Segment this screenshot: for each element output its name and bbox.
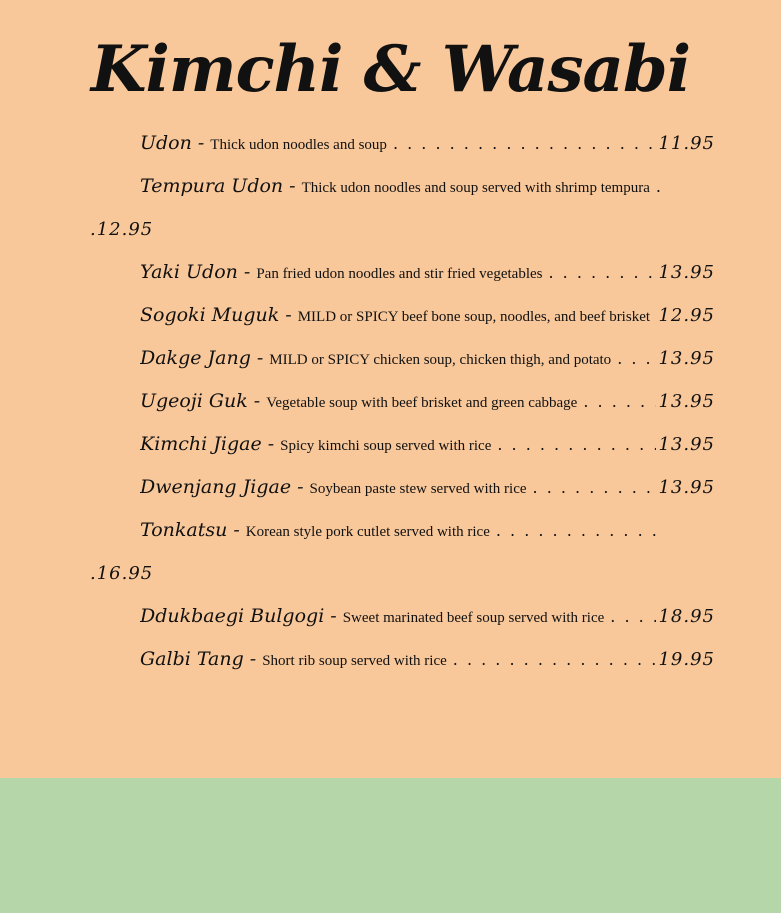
- menu-item-galbi-tang: [140, 648, 715, 670]
- item-separator: -: [289, 175, 296, 197]
- dot-leader: [497, 435, 656, 454]
- item-name: Ddukbaegi Bulgogi: [140, 605, 325, 627]
- item-description: Thick udon noodles and soup served with shrimp tempura: [301, 180, 650, 196]
- item-price: .12.95: [90, 219, 154, 240]
- item-name: Ugeoji Guk: [140, 390, 248, 412]
- item-name: Dwenjang Jigae: [140, 476, 292, 498]
- menu-item-yaki-udon: [140, 261, 715, 283]
- menu-item-dwenjang-jigae: [140, 476, 715, 498]
- item-description: Soybean paste stew served with rice: [309, 481, 527, 497]
- menu-item-tempura-udon: [140, 175, 660, 197]
- item-separator: -: [267, 433, 275, 455]
- menu-item-ddukbaegi-bulgogi: [140, 605, 715, 627]
- restaurant-title: Kimchi & Wasabi: [90, 32, 691, 107]
- menu-item-udon: [140, 132, 715, 154]
- item-price: 19.95: [658, 649, 715, 670]
- item-description: Thick udon noodles and soup: [210, 137, 387, 153]
- dot-leader: [656, 177, 660, 196]
- dot-leader: [583, 392, 656, 411]
- item-separator: -: [330, 605, 337, 627]
- dot-leader: [617, 349, 656, 368]
- item-separator: -: [253, 390, 261, 412]
- item-name: Dakge Jang: [140, 347, 251, 369]
- item-price: 12.95: [658, 305, 715, 326]
- item-separator: -: [197, 132, 205, 154]
- menu-item-sogoki-muguk: [140, 304, 715, 326]
- dot-leader: [548, 263, 656, 282]
- dot-leader: [453, 650, 657, 669]
- item-separator: -: [256, 347, 264, 369]
- menu-item-tonkatsu: [140, 519, 660, 541]
- item-price: 13.95: [658, 262, 715, 283]
- item-description: MILD or SPICY chicken soup, chicken thigh, and potato: [269, 352, 612, 368]
- item-separator: -: [233, 519, 240, 541]
- item-description: MILD or SPICY beef bone soup, noodles, and beef brisket: [297, 309, 651, 325]
- item-price: 18.95: [658, 606, 715, 627]
- menu-item-kimchi-jigae: [140, 433, 715, 455]
- item-price: 13.95: [658, 477, 715, 498]
- item-price: 13.95: [658, 391, 715, 412]
- footer-band: [0, 778, 781, 913]
- item-price: .16.95: [90, 563, 154, 584]
- item-separator: -: [297, 476, 304, 498]
- item-separator: -: [249, 648, 257, 670]
- menu-item-dakge-jang: [140, 347, 715, 369]
- item-separator: -: [243, 261, 251, 283]
- item-name: Tempura Udon: [140, 175, 284, 197]
- item-description: Pan fried udon noodles and stir fried vegetables: [256, 266, 543, 282]
- item-description: Vegetable soup with beef brisket and green cabbage: [266, 395, 578, 411]
- menu-item-ugeoji-guk: [140, 390, 715, 412]
- item-name: Tonkatsu: [140, 519, 228, 541]
- item-price: 13.95: [658, 434, 715, 455]
- dot-leader: [496, 521, 660, 540]
- item-description: Spicy kimchi soup served with rice: [280, 438, 492, 454]
- item-name: Galbi Tang: [140, 648, 244, 670]
- item-description: Sweet marinated beef soup served with rice: [342, 610, 605, 626]
- item-description: Korean style pork cutlet served with rice: [245, 524, 490, 540]
- dot-leader: [610, 607, 656, 626]
- item-name: Udon: [140, 132, 192, 154]
- item-price: 13.95: [658, 348, 715, 369]
- dot-leader: [393, 134, 657, 153]
- item-name: Yaki Udon: [140, 261, 238, 283]
- item-separator: -: [285, 304, 292, 326]
- item-name: Kimchi Jigae: [140, 433, 262, 455]
- dot-leader: [533, 478, 657, 497]
- item-description: Short rib soup served with rice: [262, 653, 447, 669]
- item-name: Sogoki Muguk: [140, 304, 280, 326]
- item-price: 11.95: [658, 133, 715, 154]
